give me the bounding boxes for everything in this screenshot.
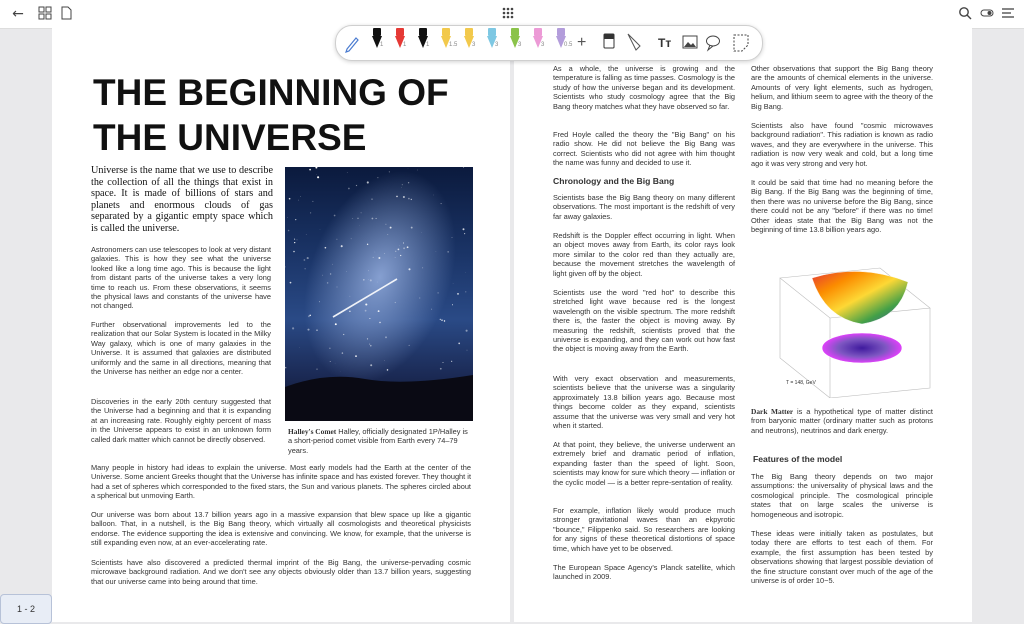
pen-size-label: 3 [541, 42, 544, 48]
comment-tool-icon[interactable] [705, 30, 721, 56]
r-paragraph-6: With very exact observation and measurements, scientists believe that the universe was a singularity approximately 13.8 billion years ago. Because most things become colder as they expand, scientists assume that the universe was very small and very hot when it started. [553, 374, 735, 430]
r-paragraph-12: It could be said that time had no meaning before the Big Bang. If the Big Bang was the beginning of time, then there was no universe before the Big Bang, since there could not be any "before" if there was no time! Other ideas state that the Big Bang was not the beginning of time 13.8 billion years ago. [751, 178, 933, 234]
dark-matter-text: is a hypothetical type of matter distinct from baryonic matter (ordinary matter such as protons and neutrons), neutrinos and dark energy. [751, 407, 933, 435]
paragraph-1: Astronomers can use telescopes to look at very distant galaxies. This is how they see what the universe looked like a long time ago. This is because the light from distant parts of the universe takes a very long time to reach us. From these observations, it seems the physical laws and constants of the universe have not changed. [91, 245, 271, 311]
pen-size-label: 1 [426, 42, 429, 48]
r-paragraph-13: The Big Bang theory depends on two major assumptions: the universality of physical laws and the cosmological principle. The cosmological principle states that on large scales the universe is homogeneous and isotropic. [751, 472, 933, 519]
intro-paragraph: Universe is the name that we use to describe the collection of all the things that exist in space. It is made of billions of stars and planets and enormous clouds of gas separated by a gigantic empty space which is called the universe. [91, 165, 273, 235]
menu-icon[interactable] [1000, 6, 1016, 22]
image-tool-icon[interactable] [682, 30, 698, 56]
paragraph-5: Our universe was born about 13.7 billion years ago in a massive expansion that blew space up like a gigantic balloon. That, in a nutshell, is the Big Bang theory, which virtually all cosmologists and theoretical physicists endorse. The evidence supporting the idea is extensive and convincing. We know, for example, that the universe is still expanding even now, at an ever-accelerating rate. [91, 510, 471, 548]
select-tool-icon[interactable] [732, 30, 750, 56]
add-pen-icon[interactable]: + [577, 30, 591, 56]
pen-size-label: 3 [518, 42, 521, 48]
pen-9-icon[interactable] [556, 28, 566, 50]
plot-label: T = 148, GeV [786, 380, 816, 386]
caption-title: Halley's Comet [288, 427, 336, 436]
pen-cap [534, 28, 542, 36]
left-page [52, 28, 510, 622]
annotation-toolbar [335, 25, 763, 61]
pen-cap [488, 28, 496, 36]
pen-7-icon[interactable] [510, 28, 520, 50]
pen-8-icon[interactable] [533, 28, 543, 50]
pen-cap [396, 28, 404, 36]
apps-grid-icon[interactable] [500, 6, 516, 22]
r-paragraph-4: Redshift is the Doppler effect occurring in light. When an object moves away from Earth, its color rays look more similar to the color red than they actually are, because the movement stretches the wavelength of light given off by the object. [553, 231, 735, 278]
paragraph-2: Further observational improvements led to the realization that our Solar System is located in the Milky Way galaxy, which is one of many galaxies in the Universe. It is assumed that galaxies are distributed uniformly and the same in all directions, meaning that the Universe has neither an edge nor a center. [91, 320, 271, 376]
page-title: THE BEGINNING OF THE UNIVERSE [93, 70, 473, 160]
r-paragraph-3: Scientists base the Big Bang theory on many different observations. The most important is the redshift of very far away galaxies. [553, 193, 735, 221]
pen-4-icon[interactable] [441, 28, 451, 50]
document-icon[interactable] [58, 6, 74, 22]
dark-matter-paragraph [751, 407, 933, 435]
r-paragraph-10: Other observations that support the Big Bang theory are the amounts of chemical elements in the universe. Amounts of very light elements, such as hydrogen, helium, and lithium seem to agree with the theory of the Big Bang. [751, 64, 933, 111]
page-indicator[interactable]: 1 - 2 [0, 594, 52, 624]
r-paragraph-7: At that point, they believe, the universe underwent an extremely brief and dramatic period of inflation, expanding faster than the speed of light. Soon, scientists may know for sure which theory — inflation or the cyclic model — is a better repre-sentation of reality. [553, 440, 735, 487]
heading-chronology: Chronology and the Big Bang [553, 176, 674, 186]
paragraph-4: Many people in history had ideas to explain the universe. Most early models had the Earth at the center of the Universe. Some ancient Greeks thought that the Universe has infinite space and has existed forever. They thought it had a set of spheres which corresponded to the fixed stars, the Sun and various planets. The spheres circled about a spherical but unmoving Earth. [91, 463, 471, 501]
pen-3-icon[interactable] [418, 28, 428, 50]
pen-5-icon[interactable] [464, 28, 474, 50]
r-paragraph-5: Scientists use the word "red hot" to describe this stretched light wave because red is the longest wavelength on the visible spectrum. The more redshift there is, the faster the object is moving away. By measuring the redshift, scientists proved that the universe is expanding, and they can work out how fast the object is moving away from the Earth. [553, 288, 735, 354]
pen-size-label: 3 [472, 42, 475, 48]
right-page [514, 28, 972, 622]
heading-features: Features of the model [753, 454, 842, 464]
r-paragraph-14: These ideas were initially taken as postulates, but today there are efforts to test each of them. For example, the first assumption has been tested by observations showing that largest possible deviation of the fine structure constant over much of the age of the universe is of order 10−5. [751, 529, 933, 585]
back-arrow-icon[interactable]: ← [10, 6, 26, 22]
pen-cap [442, 28, 450, 36]
r-paragraph-9: The European Space Agency's Planck satellite, which launched in 2009. [553, 563, 735, 582]
caption-text: Halley, officially designated 1P/Halley is a short-period comet visible from Earth every 74–79 years. [288, 427, 468, 455]
pen-cap [419, 28, 427, 36]
pen-size-label: 0.5 [564, 42, 572, 48]
r-paragraph-2: Fred Hoyle called the theory the "Big Bang" on his radio show. He did not believe the Big Bang was correct. Scientists who did not agree with him thought the name was funny and decided to use it. [553, 130, 735, 168]
pen-size-label: 1 [403, 42, 406, 48]
pencil-tool-icon[interactable] [344, 30, 360, 56]
pen-cap [557, 28, 565, 36]
pen-cap [465, 28, 473, 36]
paragraph-3: Discoveries in the early 20th century suggested that the Universe had a beginning and that it is expanding at an increasing rate. Roughly eighty percent of mass in the Universe appears to exist in an unknown form called dark matter which cannot be directly observed. [91, 397, 271, 444]
toggle-icon[interactable] [979, 6, 995, 22]
eraser-icon[interactable] [602, 30, 616, 56]
r-paragraph-1: As a whole, the universe is growing and the temperature is falling as time passes. Cosmology is the study of how the universe began and its development. Scientists who study cosmology agree that the Big Bang theory matches what they have observed so far. [553, 64, 735, 111]
text-tool-icon[interactable]: Tт [658, 30, 674, 56]
photo-caption [288, 427, 473, 455]
paragraph-6: Scientists have also discovered a predicted thermal imprint of the Big Bang, the universe-pervading cosmic microwave background radiation. And we don't see any objects obviously older than 13.7 billion years, suggesting that our universe came into being around that time. [91, 558, 471, 586]
pen-cap [373, 28, 381, 36]
pen-size-label: 3 [495, 42, 498, 48]
3d-surface-plot [750, 248, 938, 398]
lasso-ruler-icon[interactable] [625, 30, 643, 56]
pen-size-label: 1 [380, 42, 383, 48]
pen-size-label: 1.5 [449, 42, 457, 48]
dark-matter-term: Dark Matter [751, 407, 793, 416]
pen-1-icon[interactable] [372, 28, 382, 50]
pen-2-icon[interactable] [395, 28, 405, 50]
pen-cap [511, 28, 519, 36]
comet-photo [285, 167, 473, 421]
r-paragraph-8: For example, inflation likely would produce much stronger gravitational waves than an ekpyrotic "bounce," Filippenko said. So researchers are looking for any signs of these theoretical distortions of space time, which have yet to be observed. [553, 506, 735, 553]
search-icon[interactable] [957, 6, 973, 22]
r-paragraph-11: Scientists also have found "cosmic microwaves background radiation". This radiation is known as radio waves, and they are everywhere in the universe. This radiation is now very weak and cold, but a long time ago it was very strong and very hot. [751, 121, 933, 168]
grid-view-icon[interactable] [37, 6, 53, 22]
pen-6-icon[interactable] [487, 28, 497, 50]
